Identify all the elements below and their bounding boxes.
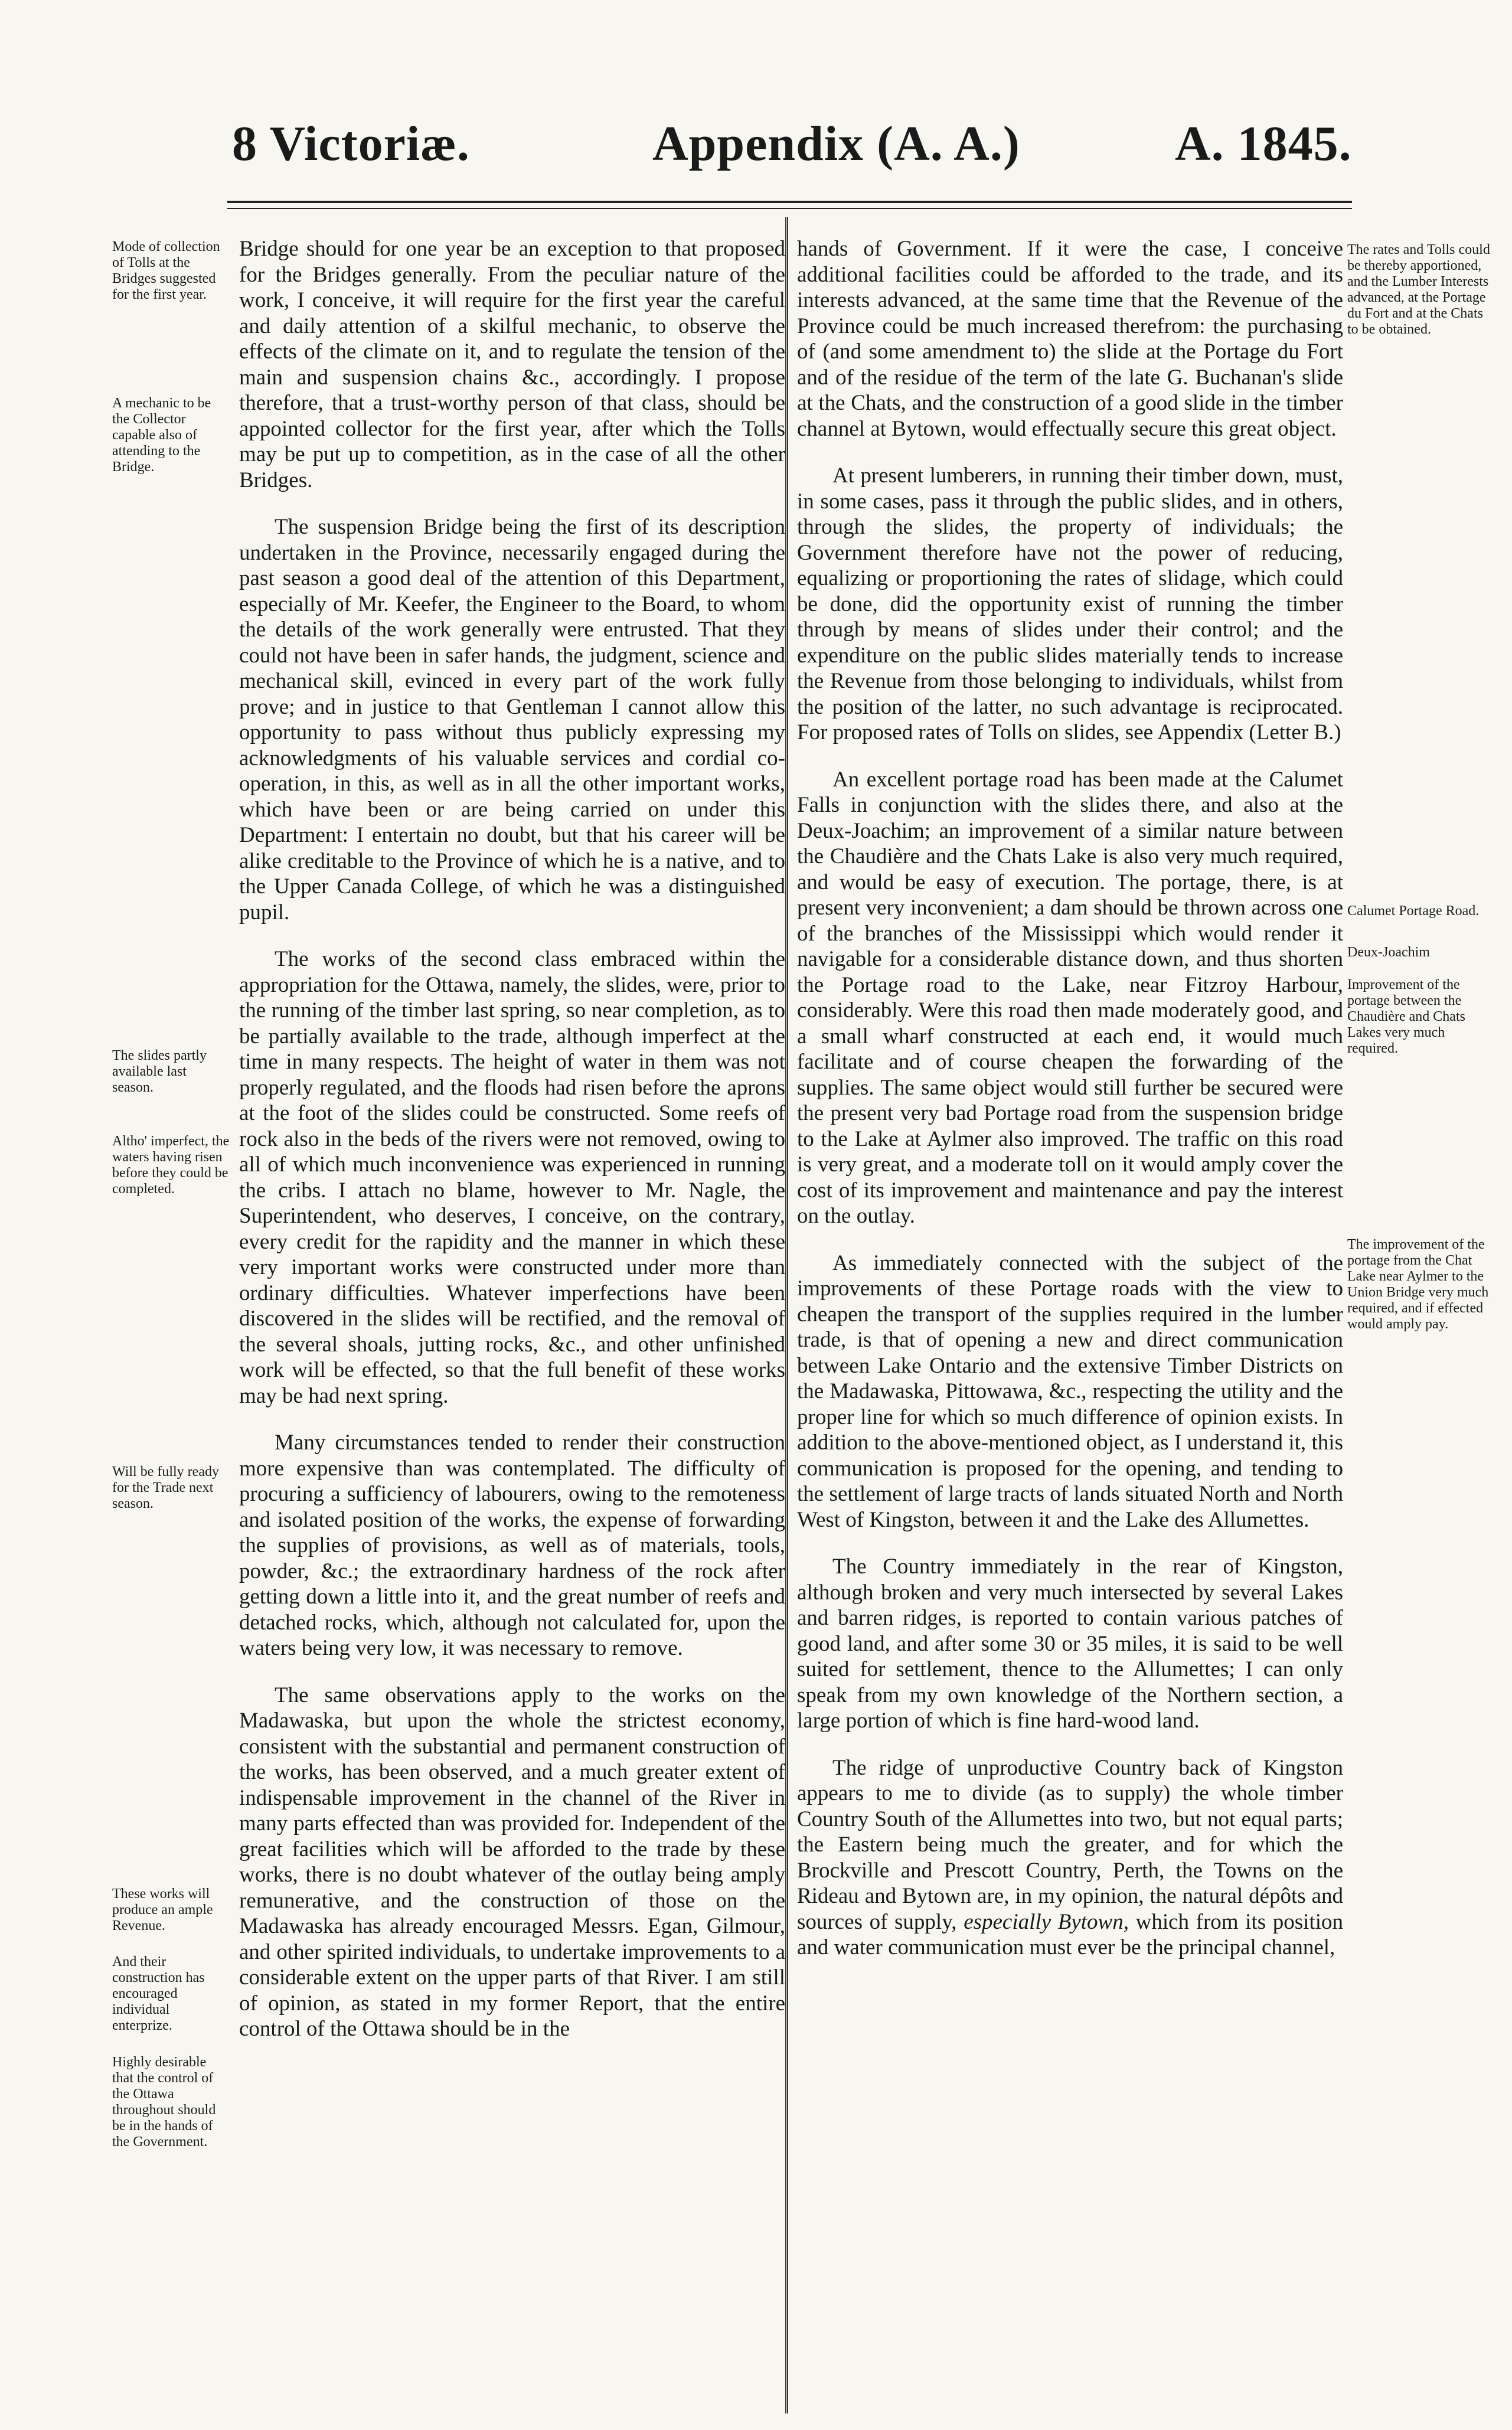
paragraph: The suspension Bridge being the first of its description undertaken in the Province, necessarily engaged during the past season a good deal of the attention of this Department, especially of Mr. Keefer, the Engineer to the Board, to whom the details of the work generally were entrusted. That they could not have been in safer hands, the judgment, science and mechanical skill, evinced in every part of the work fully prove; and in justice to that Gentleman I cannot allow this opportunity to pass without thus publicly expressing my acknowledgments of his valuable services and cordial co-operation, in this, as well as in all the other important works, which have been or are being carried on under this Department: I entertain no doubt, but that his career will be alike creditable to the Province of which he is a native, and to the Upper Canada College, of which he was a distinguished pupil.: [239, 515, 785, 925]
paragraph: The Country immediately in the rear of Kingston, although broken and very much intersected by several Lakes and barren ridges, is reported to contain various patches of good land, and after some 30 or 35 miles, it is said to be well suited for settlement, thence to the Allumettes; I can only speak from my own knowledge of the Northern section, a large portion of which is fine hard-wood land.: [797, 1554, 1343, 1733]
margin-note-individual-enterprize: And their construction has encouraged individual enterprize.: [112, 1954, 205, 2033]
header-appendix: Appendix (A. A.): [652, 116, 1020, 171]
margin-note-ready-next-season: Will be fully ready for the Trade next season.: [112, 1464, 219, 1511]
paragraph: The same observations apply to the works on the Madawaska, but upon the whole the strictest economy, consistent with the substantial and permanent construction of the works, has been observed, and a much greater extent of indispensable improvement in the channel of the River in many parts effected than was provided for. Independent of the great facilities which will be afforded to the trade by these works, there is no doubt whatever of the outlay being amply remunerative, and the construction of those on the Madawaska has already encouraged Messrs. Egan, Gilmour, and other spirited individuals, to undertake improvements to a considerable extent on the upper parts of that River. I am still of opinion, as stated in my former Report, that the entire control of the Ottawa should be in the: [239, 1683, 785, 2041]
running-header: [0, 115, 1512, 180]
margin-note-chats-lakes-portage: Improvement of the portage between the Chaudière and Chats Lakes very much required.: [1347, 977, 1465, 1056]
margin-note-aylmer-portage: The improvement of the portage from the Chat Lake near Aylmer to the Union Bridge very much required, and if effected would amply pay.: [1347, 1237, 1489, 1332]
paragraph-last: [797, 1755, 1343, 1961]
column-divider: [785, 217, 788, 2413]
margin-note-tolls-apportioned: The rates and Tolls could be thereby apportioned, and the Lumber Interests advanced, at the Portage du Fort and at the Chats to be obtained.: [1347, 242, 1490, 337]
margin-note-slides-available: The slides partly available last season.: [112, 1048, 207, 1095]
paragraph: As immediately connected with the subject of the improvements of these Portage roads with the view to cheapen the transport of the supplies required in the lumber trade, is that of opening a new and direct communication between Lake Ontario and the extensive Timber Districts on the Madawaska, Pittowawa, &c., respecting the utility and the proper line for which so much difference of opinion exists. In addition to the above-mentioned object, as I understand it, this communication is proposed for the opening, and tending to the settlement of large tracts of lands situated North and North West of Kingston, between it and the Lake des Allumettes.: [797, 1250, 1343, 1532]
header-rule-thick: [227, 201, 1352, 203]
text-run: which from its position and water communication must ever be the principal channel,: [797, 1909, 1343, 1959]
header-rule-thin: [227, 208, 1352, 209]
text-run: The ridge of unproductive Country back of Kingston appears to me to divide (as to supply) the whole timber Country South of the Allumettes into two, but not equal parts; the Eastern being much the greater, and for which the Brockville and Prescott Country, Perth, the Towns on the Rideau and Bytown are, in my opinion, the natural dépôts and sources of supply,: [797, 1755, 1343, 1934]
margin-note-toll-collection: Mode of collection of Tolls at the Bridges suggested for the first year.: [112, 239, 220, 302]
header-year: A. 1845.: [1175, 116, 1352, 171]
paragraph: hands of Government. If it were the case, I conceive additional facilities could be afforded to the trade, and its interests advanced, at the same time that the Revenue of the Province could be much increased therefrom: the purchasing of (and some amendment to) the slide at the Portage du Fort and of the residue of the term of the late G. Buchanan's slide at the Chats, and the construction of a good slide in the timber channel at Bytown, would effectually secure this great object.: [797, 237, 1343, 441]
header-session: 8 Victoriæ.: [232, 116, 470, 171]
margin-note-calumet-road: Calumet Portage Road.: [1347, 903, 1480, 919]
paragraph: Bridge should for one year be an exception to that proposed for the Bridges generally. From the peculiar nature of the work, I conceive, it will require for the first year the careful and daily attention of a skilful mechanic, to observe the effects of the climate on it, and to regulate the tension of the main and suspension chains &c., accordingly. I propose therefore, that a trust-worthy person of that class, should be appointed collector for the first year, after which the Tolls may be put up to competition, as in the case of all the other Bridges.: [239, 237, 785, 492]
margin-note-waters-risen: Altho' imperfect, the waters having risen before they could be completed.: [112, 1134, 230, 1197]
paragraph: An excellent portage road has been made at the Calumet Falls in conjunction with the slides there, and also at the Deux-Joachim; an improvement of a similar nature between the Chaudière and the Chats Lake is also very much required, and would be easy of execution. The portage, there, is at present very inconvenient; a dam should be thrown across one of the branches of the Mississippi which would render it navigable for a considerable distance down, and thus shorten the Portage road to the Lake, near Fitzroy Harbour, considerably. Were this road then made moderately good, and a small wharf constructed at each end, it would much facilitate and of course cheapen the forwarding of the supplies. The same object would still further be secured were the present very bad Portage road from the suspension bridge to the Lake at Aylmer also improved. The traffic on this road is very great, and a moderate toll on it would amply cover the cost of its improvement and maintenance and pay the interest on the outlay.: [797, 767, 1343, 1228]
margin-note-deux-joachim: Deux-Joachim: [1347, 945, 1430, 960]
left-column: [239, 236, 785, 2063]
margin-note-mechanic-collector: A mechanic to be the Collector capable also of attending to the Bridge.: [112, 396, 211, 475]
paragraph: At present lumberers, in running their timber down, must, in some cases, pass it through the public slides, and in others, through the slides, the property of individuals; the Government therefore have not the power of reducing, equalizing or proportioning the rates of slidage, which could be done, did the opportunity exist of running the timber through by means of slides under their control; and the expenditure on the public slides materially tends to increase the Revenue from those belonging to individuals, whilst from the position of the latter, no such advantage is reciprocated. For proposed rates of Tolls on slides, see Appendix (Letter B.): [797, 463, 1343, 744]
paragraph: Many circumstances tended to render their construction more expensive than was contemplated. The difficulty of procuring a sufficiency of labourers, owing to the remoteness and isolated position of the works, the expense of forwarding the supplies of provisions, as well as of materials, tools, powder, &c.; the extraordinary hardness of the rock after getting down a little into it, and the great number of reefs and detached rocks, which, although not calculated for, upon the waters being very low, it was necessary to remove.: [239, 1430, 785, 1660]
right-column: [797, 236, 1343, 1982]
paragraph: The works of the second class embraced within the appropriation for the Ottawa, namely, the slides, were, prior to the running of the timber last spring, so near completion, as to be partially available to the trade, although imperfect at the time in many respects. The height of water in them was not properly regulated, and the floods had risen before the aprons at the foot of the slides could be constructed. Some reefs of rock also in the beds of the rivers were not removed, owing to all of which much inconvenience was experienced in running the cribs. I attach no blame, however to Mr. Nagle, the Superintendent, who deserves, I conceive, on the contrary, every credit for the rapidity and the manner in which these very important works were constructed under more than ordinary difficulties. Whatever imperfections have been discovered in the slides will be rectified, and the removal of the several shoals, jutting rocks, &c., and other unfinished work will be effected, so that the full benefit of these works may be had next spring.: [239, 947, 785, 1408]
emphasis-bytown: especially Bytown,: [964, 1909, 1129, 1934]
margin-note-government-control: Highly desirable that the control of the Ottawa throughout should be in the hands of the Government.: [112, 2055, 216, 2150]
margin-note-ample-revenue: These works will produce an ample Revenue.: [112, 1886, 213, 1933]
